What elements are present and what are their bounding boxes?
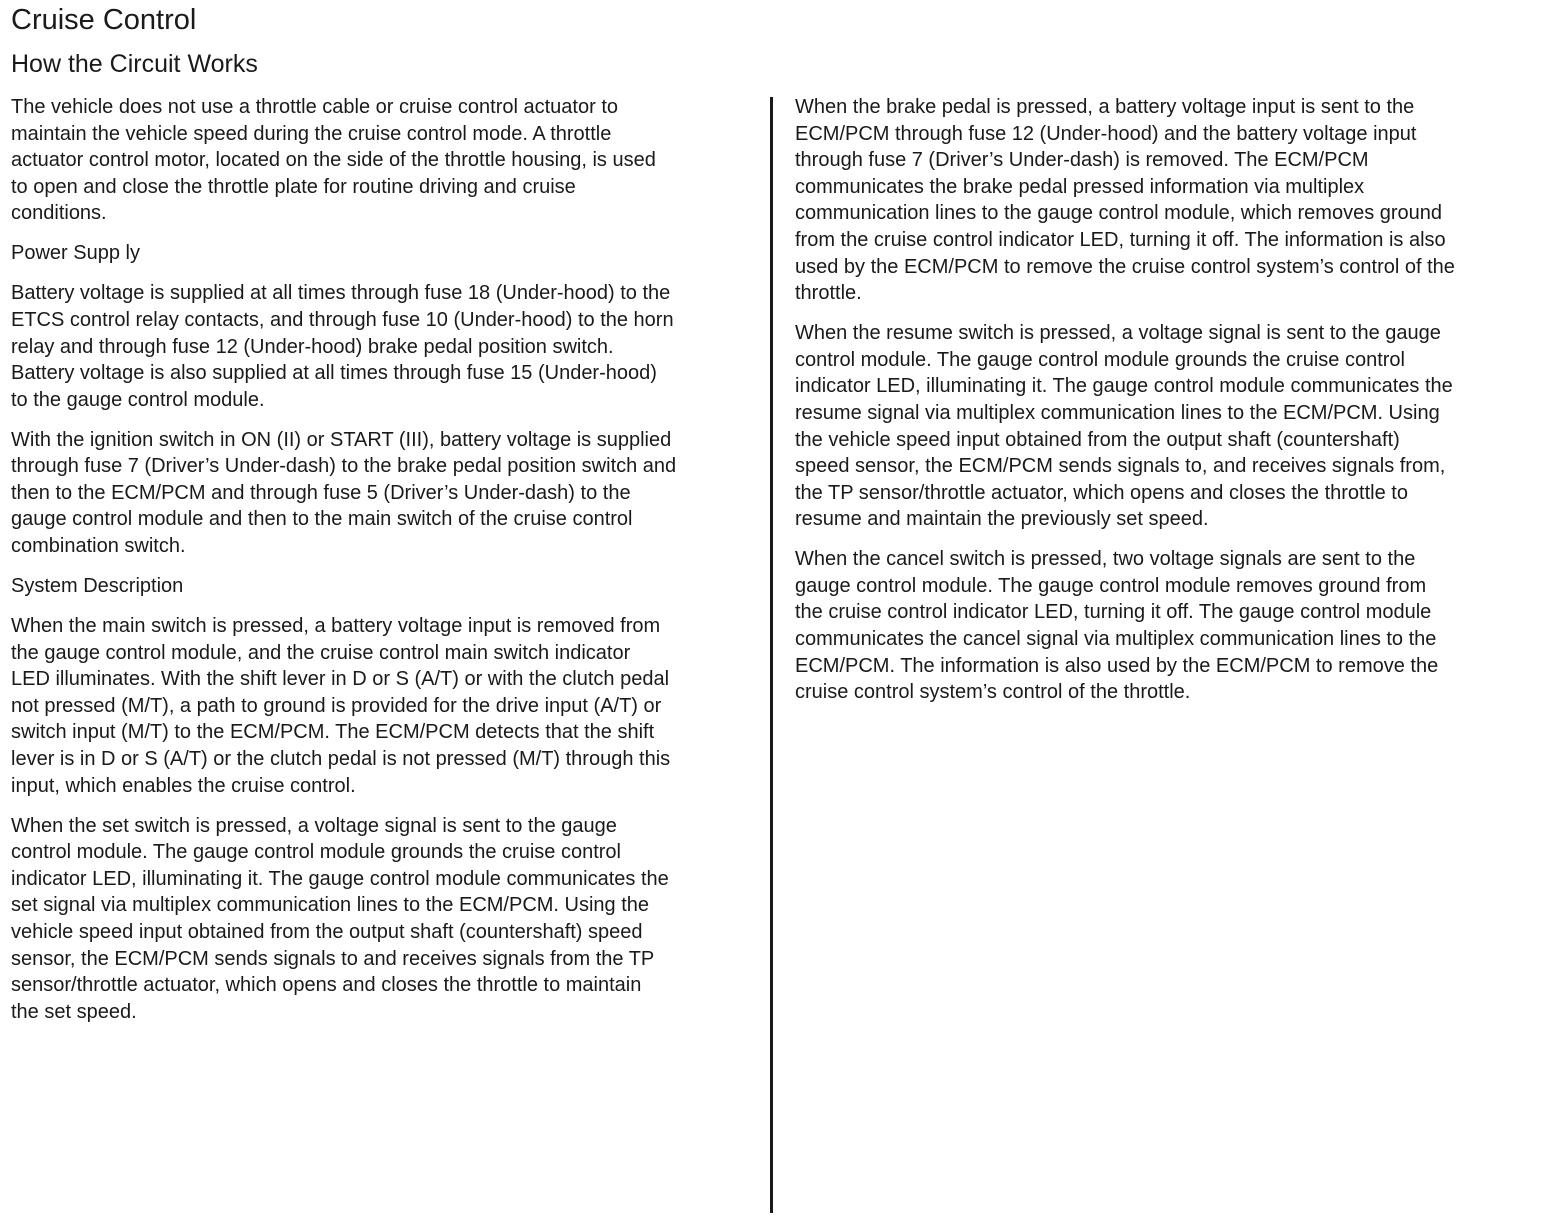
system-description-heading: System Description bbox=[11, 575, 184, 598]
resume-switch-paragraph: When the resume switch is pressed, a voltage signal is sent to the gauge control module. The gauge control module grounds the cruise control indicator LED, illuminating it. The gauge control module communicates the resume signal via multiplex communication lines to the ECM/PCM. Using the vehicle speed input obtained from the output shaft (countershaft) speed sensor, the ECM/PCM sends signals to, and receives signals from, the TP sensor/throttle actuator, which opens and closes the throttle to resume and maintain the previously set speed. bbox=[795, 322, 1453, 531]
left-column bbox=[11, 94, 756, 1039]
power-supply-paragraph-2: With the ignition switch in ON (II) or START (III), battery voltage is supplied through fuse 7 (Driver’s Under-dash) to the brake pedal position switch and then to the ECM/PCM and through fuse 5 (Driver’s Under-dash) to the gauge control module and then to the main switch of the cruise control combination switch. bbox=[11, 428, 677, 558]
system-description-paragraph-1: When the main switch is pressed, a battery voltage input is removed from the gauge control module, and the cruise control main switch indicator LED illuminates. With the shift lever in D or S (A/T) or with the clutch pedal not pressed (M/T), a path to ground is provided for the drive input (A/T) or switch input (M/T) to the ECM/PCM. The ECM/PCM detects that the shift lever is in D or S (A/T) or the clutch pedal is not pressed (M/T) through this input, which enables the cruise control. bbox=[11, 615, 671, 797]
right-column bbox=[795, 94, 1540, 719]
power-supply-heading: Power Supp ly bbox=[11, 242, 140, 265]
power-supply-paragraph-1: Battery voltage is supplied at all times through fuse 18 (Under-hood) to the ETCS control relay contacts, and through fuse 10 (Under-hood) to the horn relay and through fuse 12 (Under-hood) brake pedal position switch. Battery voltage is also supplied at all times through fuse 15 (Under-hood) to the gauge control module. bbox=[11, 282, 674, 411]
intro-paragraph: The vehicle does not use a throttle cable or cruise control actuator to maintain the vehicle speed during the cruise control mode. A throttle actuator control motor, located on the side of the throttle housing, is used to open and close the throttle plate for routine driving and cruise conditions. bbox=[11, 96, 656, 225]
column-divider bbox=[770, 97, 773, 1213]
brake-pedal-paragraph: When the brake pedal is pressed, a battery voltage input is sent to the ECM/PCM through fuse 12 (Under-hood) and the battery voltage input through fuse 7 (Driver’s Under-dash) is removed. The ECM/PCM communicates the brake pedal pressed information via multiplex communication lines to the gauge control module, which removes ground from the cruise control indicator LED, turning it off. The information is also used by the ECM/PCM to remove the cruise control system’s control of the throttle. bbox=[795, 96, 1455, 305]
document-title: Cruise Control bbox=[11, 4, 197, 36]
system-description-paragraph-2: When the set switch is pressed, a voltage signal is sent to the gauge control module. The gauge control module grounds the cruise control indicator LED, illuminating it. The gauge control module communicates the set signal via multiplex communication lines to the ECM/PCM. Using the vehicle speed input obtained from the output shaft (countershaft) speed sensor, the ECM/PCM sends signals to and receives signals from the TP sensor/throttle actuator, which opens and closes the throttle to maintain the set speed. bbox=[11, 814, 669, 1023]
cancel-switch-paragraph: When the cancel switch is pressed, two voltage signals are sent to the gauge control module. The gauge control module removes ground from the cruise control indicator LED, turning it off. The gauge control module communicates the cancel signal via multiplex communication lines to the ECM/PCM. The information is also used by the ECM/PCM to remove the cruise control system’s control of the throttle. bbox=[795, 548, 1439, 704]
section-title: How the Circuit Works bbox=[11, 50, 258, 78]
